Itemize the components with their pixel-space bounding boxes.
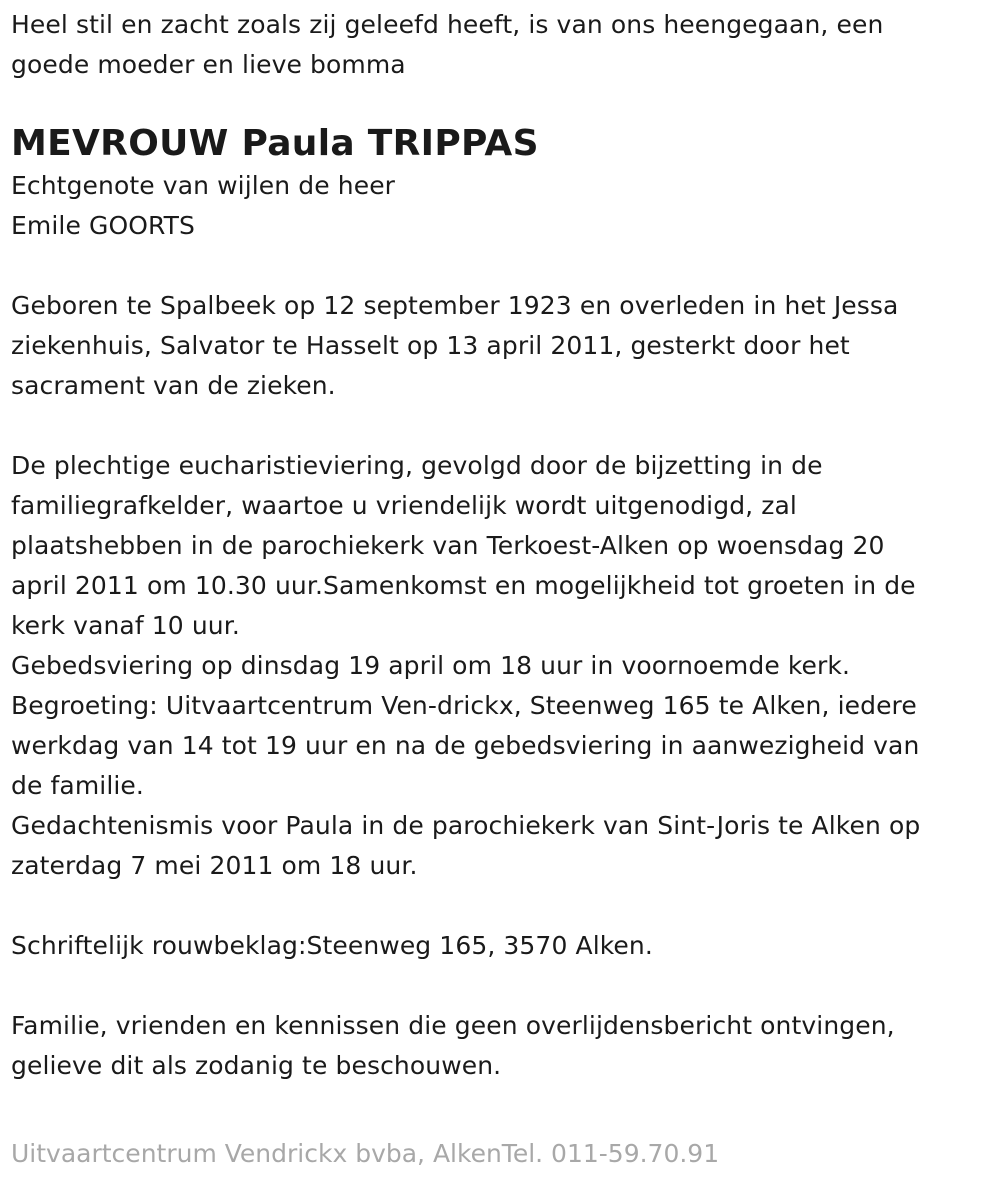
obituary-notice: [11, 0, 991, 1086]
ceremony-line: de familie.: [11, 771, 144, 800]
deceased-name: MEVROUW Paula TRIPPAS: [11, 123, 539, 164]
funeral-home-footer: Uitvaartcentrum Vendrickx bvba, AlkenTel. 011-59.70.91: [11, 1139, 720, 1168]
intro-paragraph: [11, 5, 991, 85]
ceremony-line: zaterdag 7 mei 2011 om 18 uur.: [11, 851, 418, 880]
ceremony-line: Gebedsviering op dinsdag 19 april om 18 uur in voornoemde kerk.: [11, 651, 851, 680]
notice-line: gelieve dit als zodanig te beschouwen.: [11, 1051, 502, 1080]
ceremony-line: kerk vanaf 10 uur.: [11, 611, 240, 640]
notice-line: Familie, vrienden en kennissen die geen overlijdensbericht ontvingen,: [11, 1011, 895, 1040]
ceremony-paragraph: [11, 446, 991, 886]
birth-death-paragraph: [11, 286, 991, 406]
intro-line: goede moeder en lieve bomma: [11, 50, 406, 79]
birth-death-line: ziekenhuis, Salvator te Hasselt op 13 april 2011, gesterkt door het: [11, 331, 850, 360]
spacer: [11, 246, 991, 286]
notice-paragraph: [11, 1006, 991, 1086]
spacer: [11, 886, 991, 926]
ceremony-line: werkdag van 14 tot 19 uur en na de gebedsviering in aanwezigheid van: [11, 731, 920, 760]
ceremony-line: Begroeting: Uitvaartcentrum Ven-drickx, Steenweg 165 te Alken, iedere: [11, 691, 917, 720]
ceremony-line: familiegrafkelder, waartoe u vriendelijk wordt uitgenodigd, zal: [11, 491, 797, 520]
ceremony-line: april 2011 om 10.30 uur.Samenkomst en mogelijkheid tot groeten in de: [11, 571, 916, 600]
spacer: [11, 406, 991, 446]
birth-death-line: sacrament van de zieken.: [11, 371, 336, 400]
spouse-line: Emile GOORTS: [11, 211, 195, 240]
intro-line: Heel stil en zacht zoals zij geleefd heeft, is van ons heengegaan, een: [11, 10, 884, 39]
spouse-line: Echtgenote van wijlen de heer: [11, 171, 396, 200]
ceremony-line: plaatshebben in de parochiekerk van Terkoest-Alken op woensdag 20: [11, 531, 885, 560]
spacer: [11, 966, 991, 1006]
spouse-block: [11, 166, 991, 246]
condolences-address: Schriftelijk rouwbeklag:Steenweg 165, 3570 Alken.: [11, 931, 653, 960]
birth-death-line: Geboren te Spalbeek op 12 september 1923 en overleden in het Jessa: [11, 291, 899, 320]
ceremony-line: De plechtige eucharistieviering, gevolgd door de bijzetting in de: [11, 451, 823, 480]
ceremony-line: Gedachtenismis voor Paula in de parochiekerk van Sint-Joris te Alken op: [11, 811, 921, 840]
